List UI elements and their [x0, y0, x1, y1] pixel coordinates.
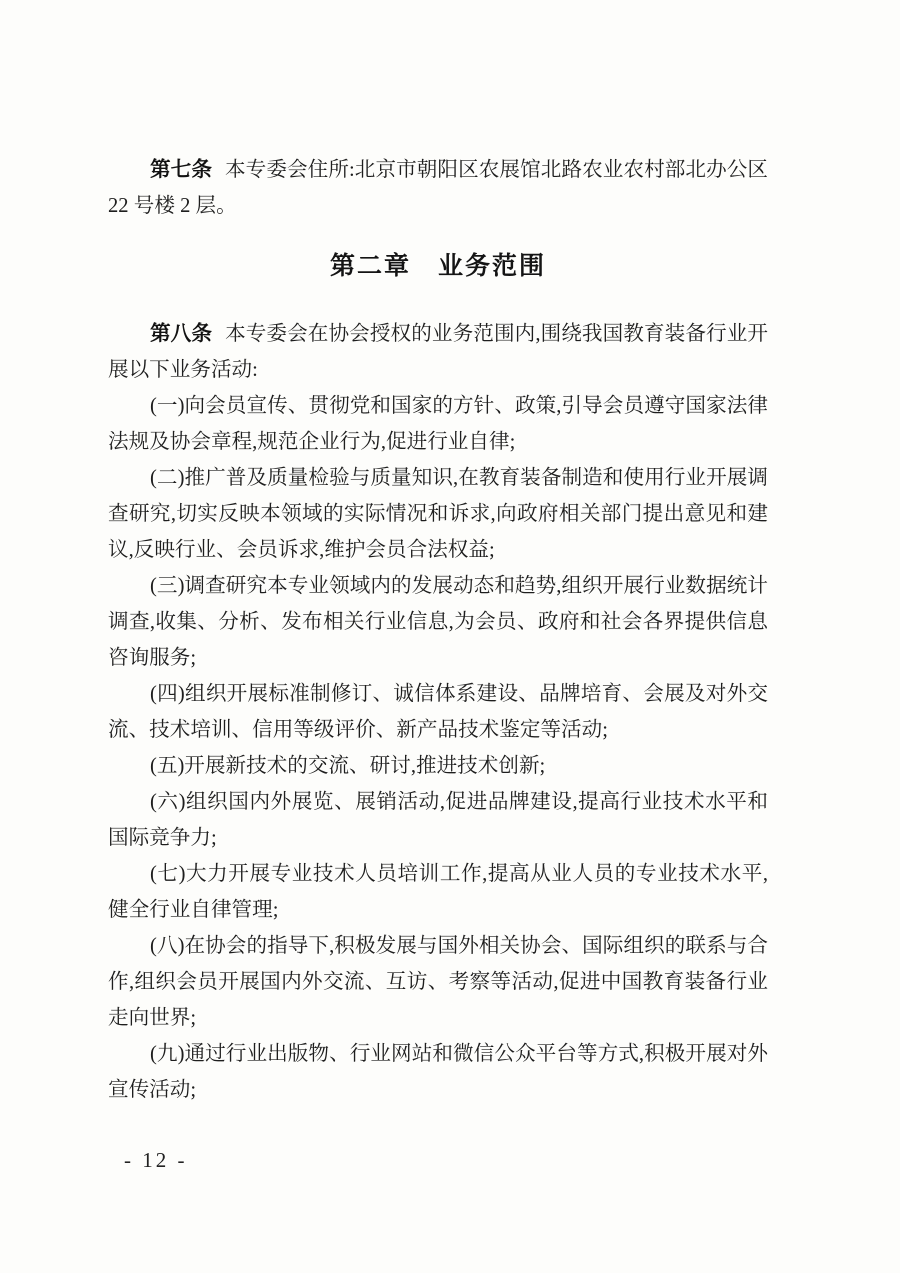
page-number: - 12 -: [124, 1148, 188, 1172]
article-7-label: 第七条: [150, 159, 212, 181]
list-item: (八)在协会的指导下,积极发展与国外相关协会、国际组织的联系与合作,组织会员开展国内外交流、互访、考察等活动,促进中国教育装备行业走向世界;: [108, 935, 768, 1029]
list-item: (七)大力开展专业技术人员培训工作,提高从业人员的专业技术水平,健全行业自律管理;: [108, 863, 768, 921]
list-item: (六)组织国内外展览、展销活动,促进品牌建设,提高行业技术水平和国际竞争力;: [108, 791, 768, 849]
list-item: (三)调查研究本专业领域内的发展动态和趋势,组织开展行业数据统计调查,收集、分析、发布相关行业信息,为会员、政府和社会各界提供信息咨询服务;: [108, 575, 768, 669]
chapter-heading: 第二章 业务范围: [329, 252, 546, 280]
article-8-text: 本专委会在协会授权的业务范围内,围绕我国教育装备行业开展以下业务活动:: [108, 323, 768, 381]
business-scope-list: [108, 388, 768, 1108]
article-8-paragraph: [108, 316, 768, 388]
list-item: (二)推广普及质量检验与质量知识,在教育装备制造和使用行业开展调查研究,切实反映本领域的实际情况和诉求,向政府相关部门提出意见和建议,反映行业、会员诉求,维护会员合法权益;: [108, 467, 768, 561]
list-item: (五)开展新技术的交流、研讨,推进技术创新;: [150, 755, 546, 777]
list-item: (一)向会员宣传、贯彻党和国家的方针、政策,引导会员遵守国家法律法规及协会章程,规范企业行为,促进行业自律;: [108, 395, 768, 453]
list-item: (九)通过行业出版物、行业网站和微信公众平台等方式,积极开展对外宣传活动;: [108, 1043, 768, 1101]
article-8-label: 第八条: [150, 323, 213, 345]
article-7-text: 本专委会住所:北京市朝阳区农展馆北路农业农村部北办公区 22 号楼 2 层。: [108, 159, 768, 217]
article-7-paragraph: [108, 152, 768, 224]
document-content: [108, 152, 768, 1178]
list-item: (四)组织开展标准制修订、诚信体系建设、品牌培育、会展及对外交流、技术培训、信用等级评价、新产品技术鉴定等活动;: [108, 683, 768, 741]
